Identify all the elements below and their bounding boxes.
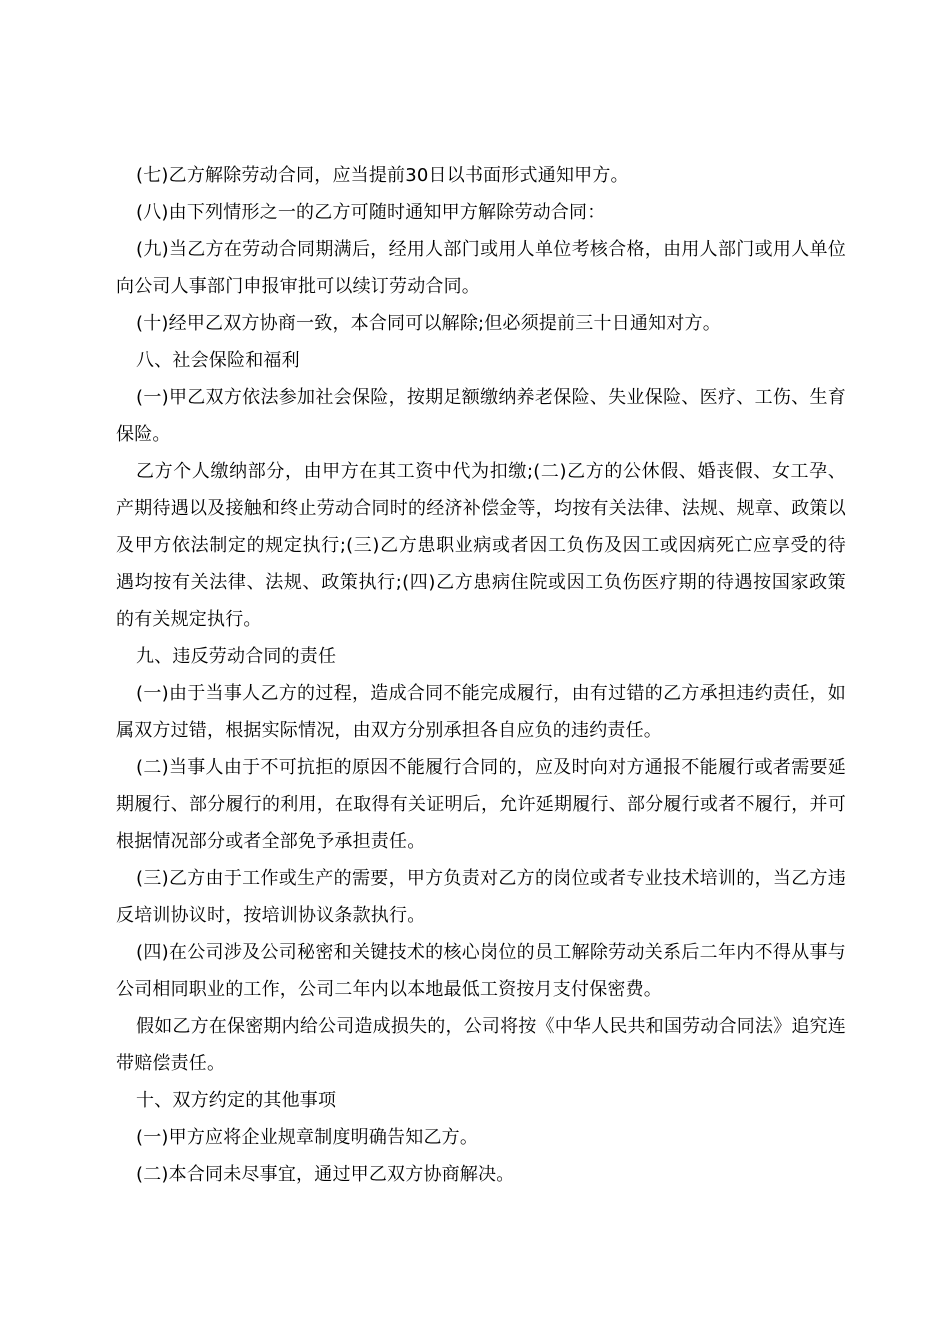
section-heading-breach-liability: 九、违反劳动合同的责任 <box>136 646 337 667</box>
clause-9-renewal: (九)当乙方在劳动合同期满后，经用人部门或用人单位考核合格，由用人部门或用人单位向公司人事部门申报审批可以续订劳动合同。 <box>116 239 846 297</box>
liability-clause-2: (二)当事人由于不可抗拒的原因不能履行合同的，应及时向对方通报不能履行或者需要延期履行、部分履行的利用，在取得有关证明后，允许延期履行、部分履行或者不履行，并可根据情况部分或者全部免予承担责任。 <box>116 757 846 852</box>
other-matters-clause-1: (一)甲方应将企业规章制度明确告知乙方。 <box>136 1127 479 1148</box>
section-heading-other-matters: 十、双方约定的其他事项 <box>136 1090 337 1111</box>
document-body <box>116 157 846 1193</box>
other-matters-clause-2: (二)本合同未尽事宜，通过甲乙双方协商解决。 <box>136 1164 515 1185</box>
liability-clause-3: (三)乙方由于工作或生产的需要，甲方负责对乙方的岗位或者专业技术培训的，当乙方违反培训协议时，按培训协议条款执行。 <box>116 868 846 926</box>
section-heading-social-insurance: 八、社会保险和福利 <box>136 350 300 371</box>
clause-7-termination-notice: (七)乙方解除劳动合同，应当提前30日以书面形式通知甲方。 <box>136 165 629 186</box>
insurance-clause-benefits: 乙方个人缴纳部分，由甲方在其工资中代为扣缴;(二)乙方的公休假、婚丧假、女工孕、产期待遇以及接触和终止劳动合同时的经济补偿金等，均按有关法律、法规、规章、政策以及甲方依法制定的规定执行;(三)乙方患职业病或者因工负伤及因工或因病死亡应享受的待遇均按有关法律、法规、政策执行;(四)乙方患病住院或因工负伤医疗期的待遇按国家政策的有关规定执行。 <box>116 461 846 630</box>
liability-clause-1: (一)由于当事人乙方的过程，造成合同不能完成履行，由有过错的乙方承担违约责任，如属双方过错，根据实际情况，由双方分别承担各自应负的违约责任。 <box>116 683 846 741</box>
liability-clause-4: (四)在公司涉及公司秘密和关键技术的核心岗位的员工解除劳动关系后二年内不得从事与公司相同职业的工作，公司二年内以本地最低工资按月支付保密费。 <box>116 942 846 1000</box>
liability-clause-confidentiality: 假如乙方在保密期内给公司造成损失的，公司将按《中华人民共和国劳动合同法》追究连带赔偿责任。 <box>116 1016 846 1074</box>
clause-10-mutual-termination: (十)经甲乙双方协商一致，本合同可以解除;但必须提前三十日通知对方。 <box>136 313 721 334</box>
clause-8-immediate-termination: (八)由下列情形之一的乙方可随时通知甲方解除劳动合同： <box>136 202 606 223</box>
insurance-clause-1: (一)甲乙双方依法参加社会保险，按期足额缴纳养老保险、失业保险、医疗、工伤、生育保险。 <box>116 387 846 445</box>
